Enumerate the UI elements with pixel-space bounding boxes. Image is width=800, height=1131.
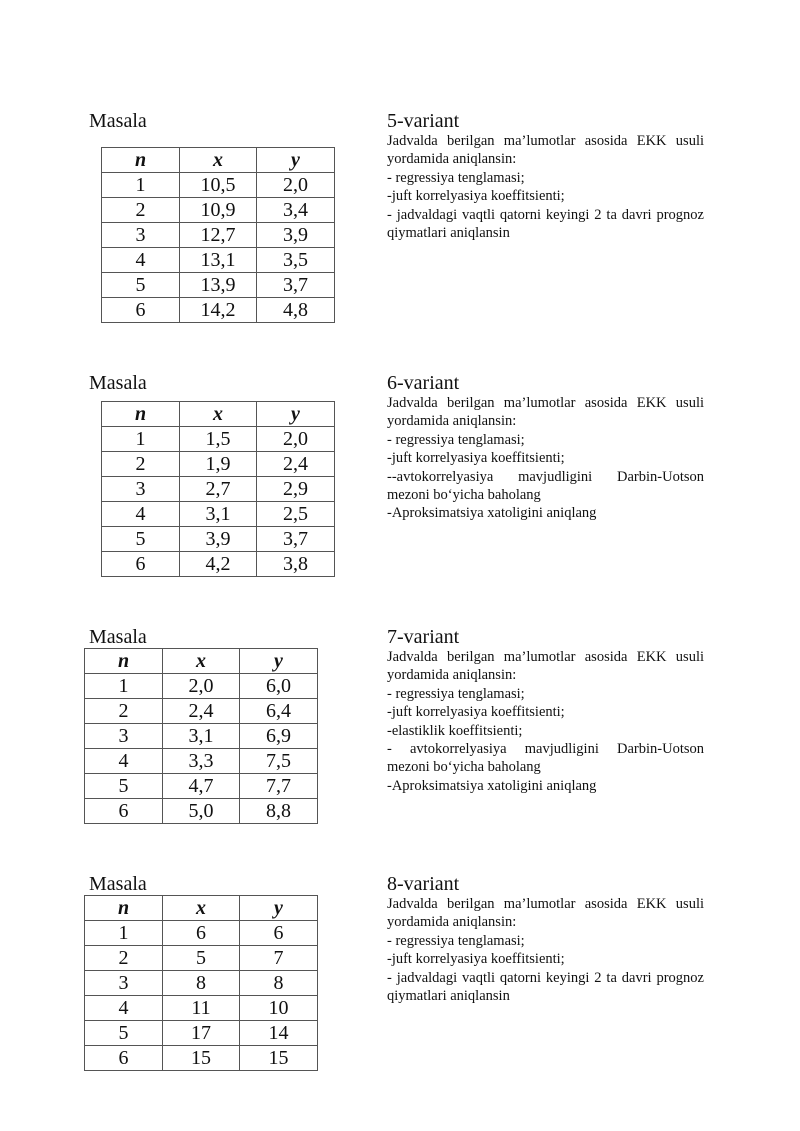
task-line: -juft korrelyasiya koeffitsienti; [387, 450, 565, 467]
cell-n: 4 [85, 749, 163, 774]
cell-y: 3,7 [257, 527, 335, 552]
cell-n: 3 [102, 223, 180, 248]
table-header-row [102, 148, 335, 173]
cell-x: 3,1 [180, 502, 257, 527]
header-y: y [240, 896, 318, 921]
variant-title: 5-variant [387, 110, 460, 132]
cell-y: 10 [240, 996, 318, 1021]
table-row [85, 774, 318, 799]
cell-n: 4 [85, 996, 163, 1021]
task-line: - regressiya tenglamasi; [387, 431, 525, 448]
cell-y: 2,4 [257, 452, 335, 477]
cell-x: 6 [163, 921, 240, 946]
cell-n: 5 [102, 273, 180, 298]
data-table [101, 401, 335, 577]
cell-n: 1 [102, 427, 180, 452]
table-row [102, 477, 335, 502]
masala-label: Masala [89, 626, 147, 648]
table-row [102, 223, 335, 248]
cell-n: 2 [102, 198, 180, 223]
cell-x: 4,2 [180, 552, 257, 577]
header-y: y [240, 649, 318, 674]
cell-x: 14,2 [180, 298, 257, 323]
table-row [102, 527, 335, 552]
cell-n: 6 [85, 799, 163, 824]
header-x: x [180, 402, 257, 427]
table-row [85, 749, 318, 774]
task-line: - regressiya tenglamasi; [387, 932, 525, 949]
cell-x: 17 [163, 1021, 240, 1046]
cell-n: 1 [102, 173, 180, 198]
cell-y: 3,4 [257, 198, 335, 223]
cell-x: 12,7 [180, 223, 257, 248]
task-line: - avtokorrelyasiya mavjudligini Darbin-Uotson mezoni bo‘yicha baholang [387, 741, 704, 776]
table-header-row [85, 896, 318, 921]
task-text [387, 648, 704, 795]
cell-y: 7,5 [240, 749, 318, 774]
cell-y: 2,0 [257, 427, 335, 452]
table-header-row [85, 649, 318, 674]
cell-y: 6,0 [240, 674, 318, 699]
cell-y: 6,9 [240, 724, 318, 749]
task-line: - jadvaldagi vaqtli qatorni keyingi 2 ta davri prognoz qiymatlari aniqlansin [387, 206, 704, 242]
cell-x: 15 [163, 1046, 240, 1071]
cell-n: 1 [85, 674, 163, 699]
cell-n: 5 [85, 1021, 163, 1046]
cell-y: 3,9 [257, 223, 335, 248]
cell-n: 4 [102, 248, 180, 273]
cell-y: 3,5 [257, 248, 335, 273]
cell-n: 4 [102, 502, 180, 527]
cell-n: 6 [85, 1046, 163, 1071]
task-line: -Aproksimatsiya xatoligini aniqlang [387, 777, 597, 794]
table-row [102, 427, 335, 452]
table-row [85, 1021, 318, 1046]
task-line: Jadvalda berilgan ma’lumotlar asosida EKK usuli yordamida aniqlansin: [387, 896, 704, 931]
table-row [85, 996, 318, 1021]
table-row [85, 946, 318, 971]
cell-n: 2 [85, 946, 163, 971]
cell-n: 3 [85, 724, 163, 749]
task-text [387, 132, 704, 242]
table-row [102, 502, 335, 527]
cell-x: 2,7 [180, 477, 257, 502]
cell-n: 6 [102, 552, 180, 577]
cell-y: 8 [240, 971, 318, 996]
table-row [102, 273, 335, 298]
task-line: -juft korrelyasiya koeffitsienti; [387, 951, 565, 968]
table-row [85, 971, 318, 996]
task-line: -elastiklik koeffitsienti; [387, 722, 523, 739]
cell-n: 3 [85, 971, 163, 996]
header-x: x [163, 896, 240, 921]
cell-y: 14 [240, 1021, 318, 1046]
cell-n: 5 [85, 774, 163, 799]
cell-x: 3,1 [163, 724, 240, 749]
masala-label: Masala [89, 372, 147, 394]
header-y: y [257, 148, 335, 173]
cell-x: 5 [163, 946, 240, 971]
cell-x: 11 [163, 996, 240, 1021]
cell-x: 10,9 [180, 198, 257, 223]
table-row [85, 699, 318, 724]
task-line: --avtokorrelyasiya mavjudligini Darbin-Uotson mezoni bo‘yicha baholang [387, 468, 704, 504]
variant-title: 7-variant [387, 626, 460, 648]
table-row [85, 1046, 318, 1071]
masala-label: Masala [89, 873, 147, 895]
task-text [387, 895, 704, 1005]
task-line: -juft korrelyasiya koeffitsienti; [387, 704, 565, 721]
table-row [102, 552, 335, 577]
task-text [387, 394, 704, 523]
cell-x: 8 [163, 971, 240, 996]
cell-x: 10,5 [180, 173, 257, 198]
data-table [84, 648, 318, 824]
cell-y: 7,7 [240, 774, 318, 799]
cell-y: 2,5 [257, 502, 335, 527]
cell-x: 5,0 [163, 799, 240, 824]
task-line: - jadvaldagi vaqtli qatorni keyingi 2 ta davri prognoz qiymatlari aniqlansin [387, 969, 704, 1005]
data-table [101, 147, 335, 323]
table-row [102, 248, 335, 273]
cell-x: 2,4 [163, 699, 240, 724]
cell-n: 2 [102, 452, 180, 477]
header-n: n [85, 896, 163, 921]
table-row [85, 674, 318, 699]
cell-n: 5 [102, 527, 180, 552]
header-n: n [85, 649, 163, 674]
cell-n: 6 [102, 298, 180, 323]
cell-y: 15 [240, 1046, 318, 1071]
table-row [102, 198, 335, 223]
cell-x: 13,1 [180, 248, 257, 273]
cell-n: 3 [102, 477, 180, 502]
task-line: -Aproksimatsiya xatoligini aniqlang [387, 505, 597, 522]
task-line: -juft korrelyasiya koeffitsienti; [387, 188, 565, 205]
cell-y: 4,8 [257, 298, 335, 323]
cell-y: 6 [240, 921, 318, 946]
cell-n: 2 [85, 699, 163, 724]
cell-y: 7 [240, 946, 318, 971]
cell-y: 2,9 [257, 477, 335, 502]
cell-y: 6,4 [240, 699, 318, 724]
data-table [84, 895, 318, 1071]
task-line: Jadvalda berilgan ma’lumotlar asosida EKK usuli yordamida aniqlansin: [387, 395, 704, 430]
variant-title: 8-variant [387, 873, 460, 895]
cell-x: 13,9 [180, 273, 257, 298]
task-line: - regressiya tenglamasi; [387, 685, 525, 702]
cell-y: 3,7 [257, 273, 335, 298]
task-line: Jadvalda berilgan ma’lumotlar asosida EKK usuli yordamida aniqlansin: [387, 133, 704, 168]
task-line: - regressiya tenglamasi; [387, 169, 525, 186]
table-row [102, 452, 335, 477]
cell-x: 1,9 [180, 452, 257, 477]
cell-x: 3,3 [163, 749, 240, 774]
table-row [85, 921, 318, 946]
cell-n: 1 [85, 921, 163, 946]
header-x: x [163, 649, 240, 674]
masala-label: Masala [89, 110, 147, 132]
cell-x: 3,9 [180, 527, 257, 552]
header-y: y [257, 402, 335, 427]
header-n: n [102, 402, 180, 427]
table-row [85, 799, 318, 824]
task-line: Jadvalda berilgan ma’lumotlar asosida EKK usuli yordamida aniqlansin: [387, 649, 704, 684]
cell-y: 8,8 [240, 799, 318, 824]
table-row [102, 298, 335, 323]
header-n: n [102, 148, 180, 173]
variant-title: 6-variant [387, 372, 460, 394]
table-row [102, 173, 335, 198]
cell-x: 2,0 [163, 674, 240, 699]
header-x: x [180, 148, 257, 173]
cell-x: 4,7 [163, 774, 240, 799]
cell-x: 1,5 [180, 427, 257, 452]
table-header-row [102, 402, 335, 427]
cell-y: 2,0 [257, 173, 335, 198]
cell-y: 3,8 [257, 552, 335, 577]
table-row [85, 724, 318, 749]
